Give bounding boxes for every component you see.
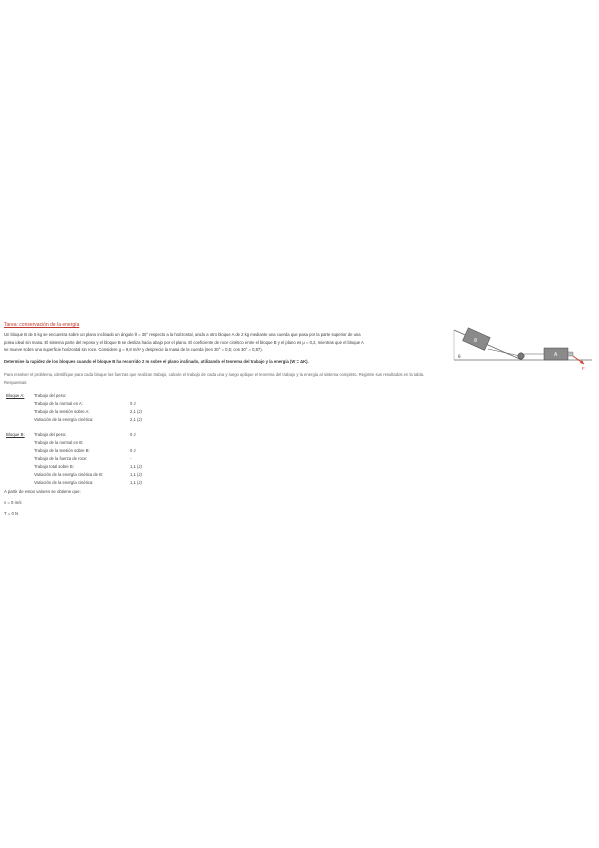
item-value: 2,1 (J) (130, 417, 142, 422)
pulley (518, 353, 524, 359)
item-label: Trabajo del peso: (34, 393, 67, 398)
item-label: Trabajo de la tensión sobre B: (34, 448, 90, 453)
item-value: 0 J (130, 432, 136, 437)
angle-label: θ (458, 354, 461, 359)
problem-line-1: Un bloque B de 5 kg se encuentra sobre un plano inclinado un ángulo θ = 30° respecto a la horizontal, unido a otro bloque A de 2 kg mediante una cuerda que pasa por la parte superior de una (4, 332, 361, 337)
item-label: Variación de la energía cinética: (34, 417, 94, 422)
item-value: - (130, 456, 132, 461)
block-b-label: B (472, 337, 479, 345)
item-value: 1,1 (J) (130, 480, 142, 485)
item-value: 2,1 (J) (130, 409, 142, 414)
section-label-a: Bloque A: (6, 393, 25, 398)
incline-surface (454, 330, 522, 360)
item-label: Trabajo de la normal en A: (34, 401, 83, 406)
problem-line-2: polea ideal sin masa. El sistema parte del reposo y el bloque B se desliza hacia abajo por el plano. El coeficiente de roce cinético entre el bloque B y el plano es μ = 0,2, mientras que el bloque A (4, 339, 364, 345)
item-label: Variación de la energía cinética de B: (34, 472, 104, 477)
item-label: Trabajo del peso: (34, 432, 67, 437)
incline-figure (446, 322, 594, 374)
item-label: Trabajo de la normal en B: (34, 440, 84, 445)
item-value: 0 J (130, 401, 136, 406)
block-b (463, 328, 491, 351)
problem-line-3: se mueve sobre una superficie horizontal sin roce. Considere g = 9,8 m/s² y desprecie la masa de la cuerda (sen 30° = 0,5; cos 30° = 0,87). (4, 347, 263, 352)
rope-incline (488, 349, 520, 356)
force-label: F (582, 366, 585, 371)
item-label: Trabajo de la tensión sobre A: (34, 409, 90, 414)
item-value: 1,1 (J) (130, 472, 142, 477)
item-label: Trabajo total sobre B: (34, 464, 74, 469)
block-a-label: A (554, 352, 558, 358)
support-block (568, 352, 573, 356)
item-label: Variación de la energía cinética: (34, 480, 94, 485)
problem-statement (4, 331, 444, 354)
result-speed: v = 0 m/s (4, 500, 22, 505)
instructions-line-2: Respuestas: (4, 379, 28, 385)
result-tension: T = 0 N (4, 511, 19, 516)
page-title: Tarea: conservación de la energía (4, 322, 80, 328)
question-text: Determine la rapidez de los bloques cuando el bloque B ha recorrido 2 m sobre el plano inclinado, utilizando el teorema del trabajo y la energía (W = ΔK). (4, 359, 309, 364)
section-label-b: Bloque B: (6, 432, 25, 437)
conclusion-intro: A partir de estos valores se obtiene que: (4, 489, 81, 494)
instructions-line-1: Para resolver el problema, identifique para cada bloque las fuerzas que realizan trabajo, calcule el trabajo de cada una y luego aplique el teorema del trabajo y la energía al sistema completo. Registre sus resultados en la tabla. (4, 372, 425, 377)
item-label: Trabajo de la fuerza de roce: (34, 456, 88, 461)
item-value: 0 J (130, 448, 136, 453)
item-value: 1,1 (J) (130, 464, 142, 469)
